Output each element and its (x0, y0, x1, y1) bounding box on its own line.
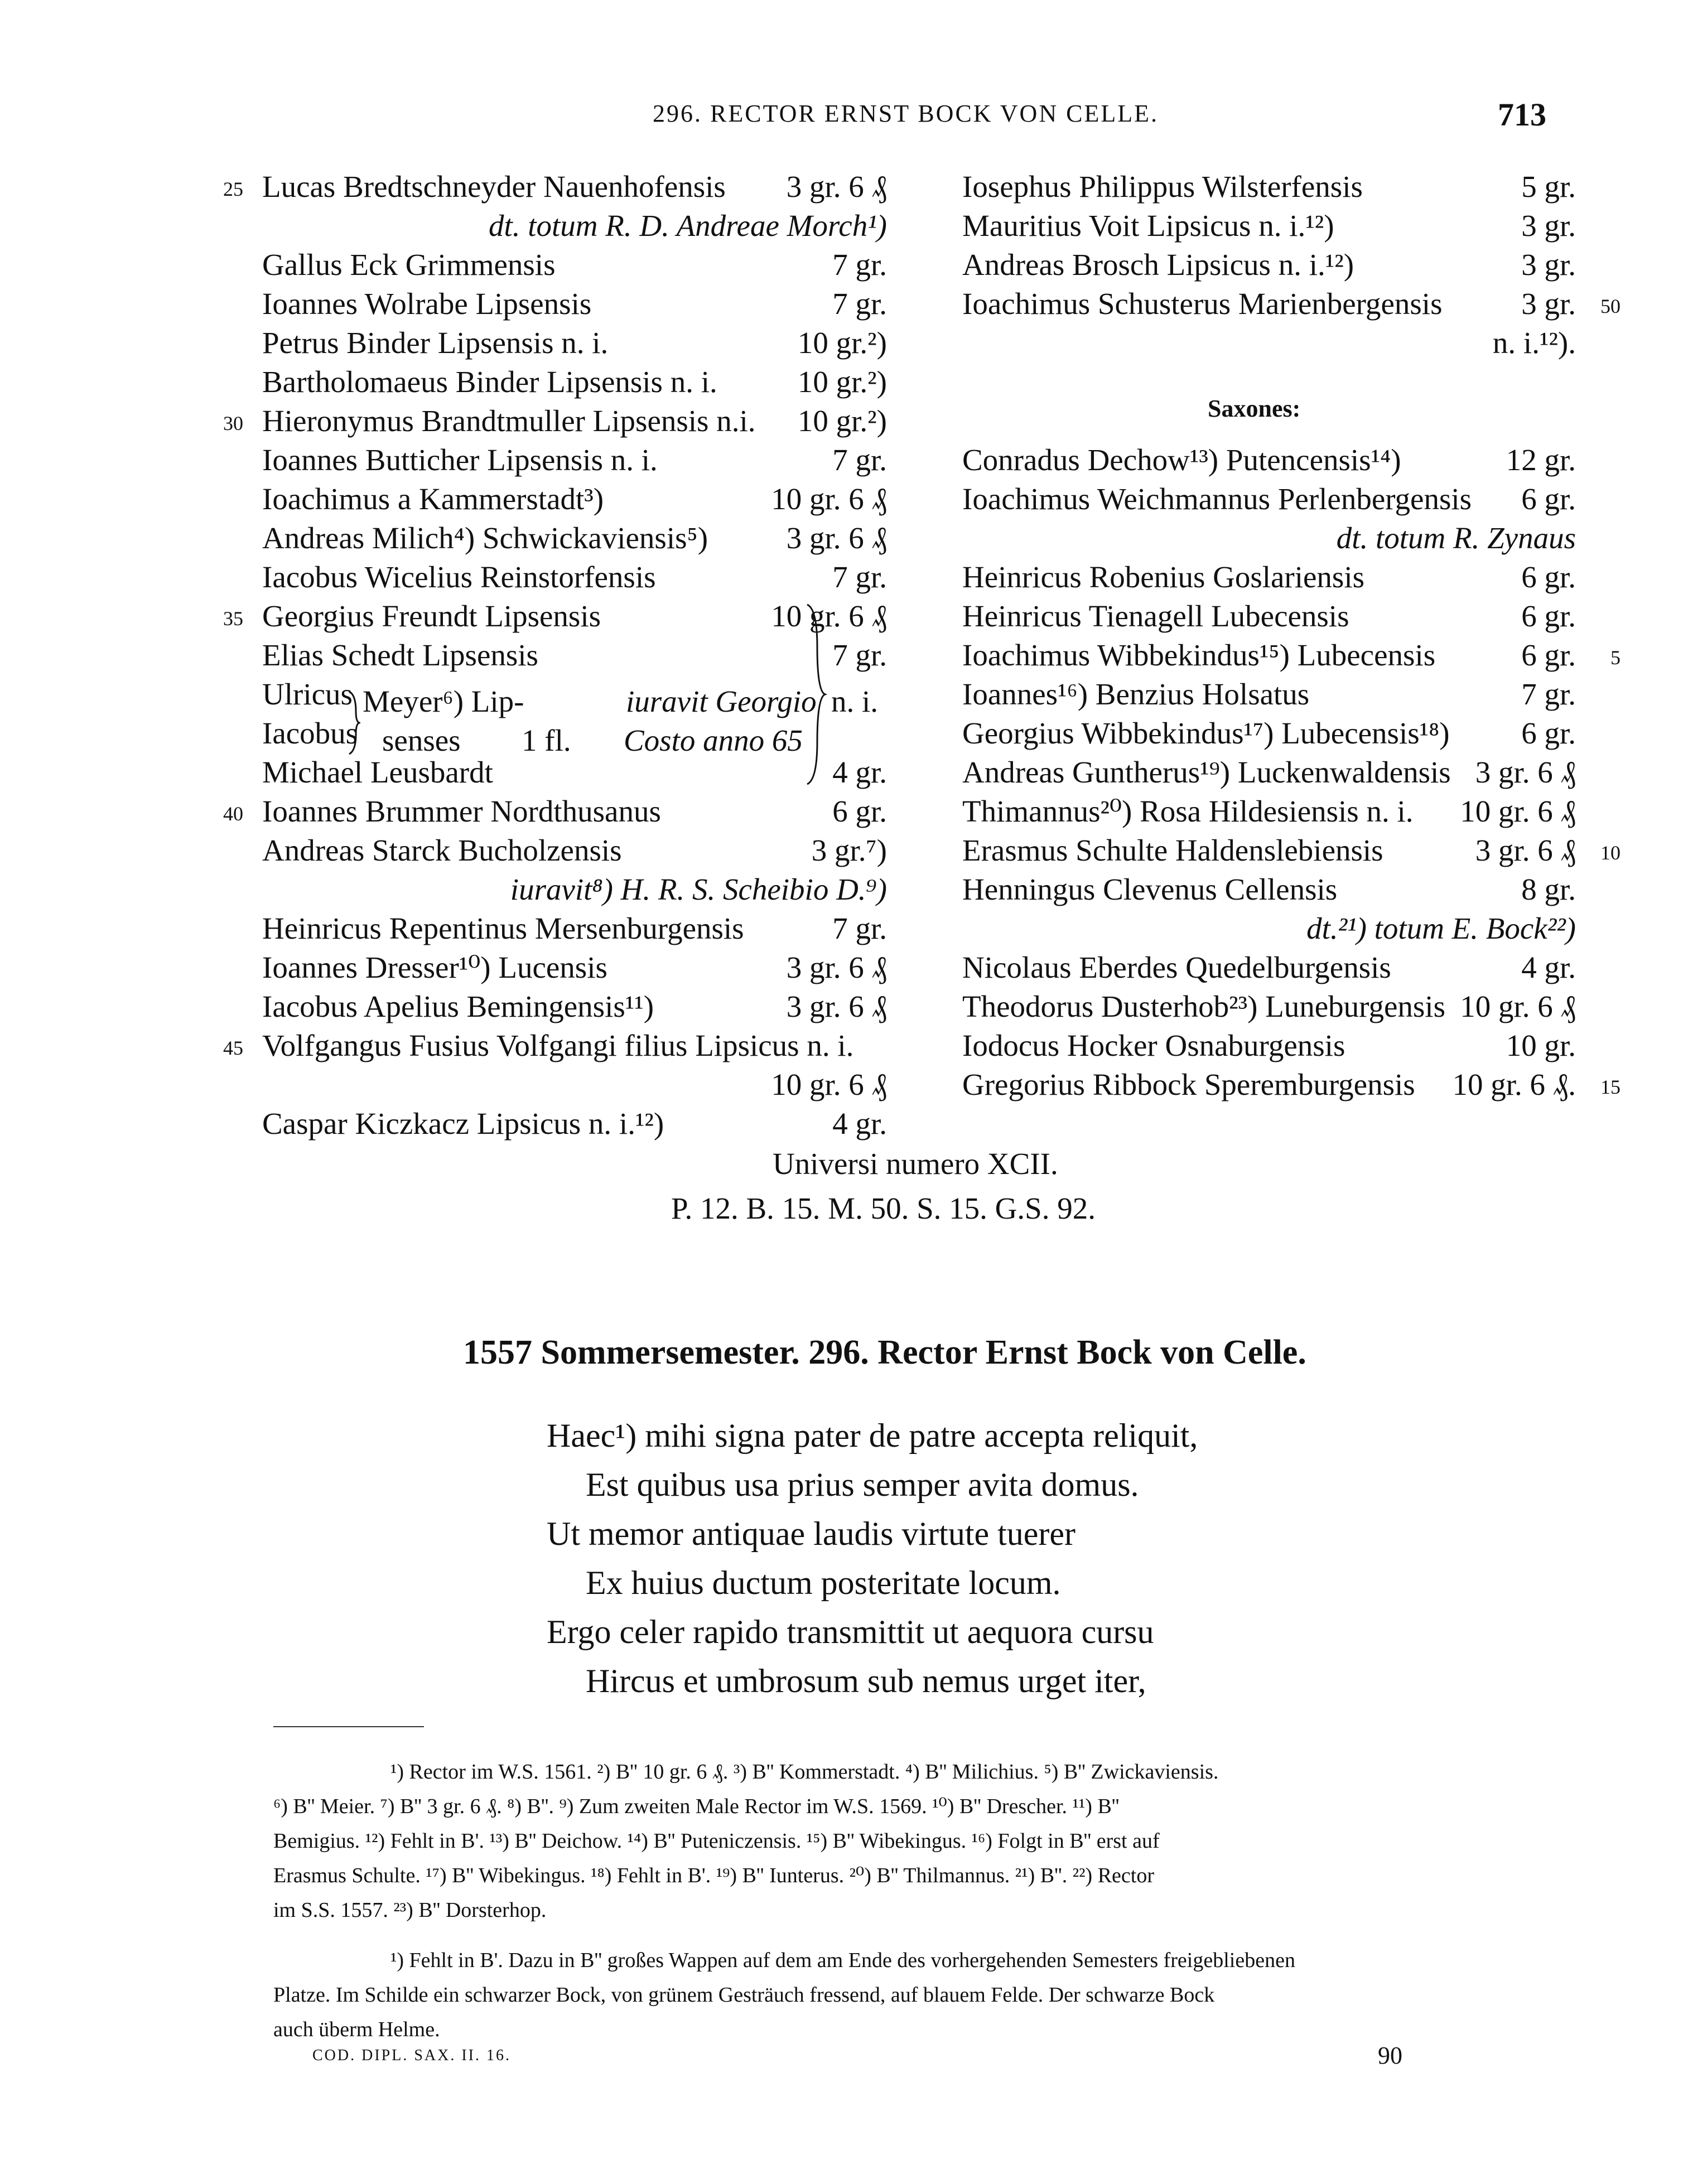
poem-line: Haec¹) mihi signa pater de patre accepta reliquit, (547, 1417, 1198, 1454)
student-name: Iacobus (262, 716, 358, 750)
fee-amount: 3 gr. 6 ₰ (786, 950, 887, 984)
fee-amount: 10 gr. 6 ₰. (1452, 1067, 1576, 1101)
footnote-line: Platze. Im Schilde ein schwarzer Bock, von grünem Gesträuch fressend, auf blauem Felde. Der schwarze Bock (273, 1983, 1215, 2007)
entry-note (962, 909, 1576, 948)
student-name: Ioannes Brummer Nordthusanus (262, 794, 661, 828)
fee-amount: 7 gr. (832, 287, 887, 321)
fee-amount: 3 gr. (1521, 209, 1576, 243)
student-name: Georgius Freundt Lipsensis (262, 599, 601, 633)
matriculation-entry (262, 441, 887, 480)
matriculation-entry (962, 284, 1621, 323)
matriculation-entry (962, 987, 1576, 1026)
nation-counts: P. 12. B. 15. M. 50. S. 15. G.S. 92. (671, 1191, 1096, 1225)
student-name: Conradus Dechow¹³) Putencensis¹⁴) (962, 443, 1401, 477)
matriculation-entry (262, 363, 887, 402)
meyer-oath-line1: iuravit Georgio (626, 684, 817, 718)
student-name: Heinricus Repentinus Mersenburgensis (262, 911, 744, 945)
fee-amount: 4 gr. (1521, 950, 1576, 984)
student-name: Andreas Guntherus¹⁹) Luckenwaldensis (962, 755, 1451, 789)
meyer-surname-cont: senses (382, 723, 461, 757)
fee-amount: 7 gr. (832, 638, 887, 672)
student-name: Andreas Starck Bucholzensis (262, 833, 622, 867)
matriculation-entry (262, 284, 887, 323)
meyer-oath-line2: Costo anno 65 (624, 723, 803, 757)
fee-amount: 10 gr. 6 ₰ (1460, 794, 1576, 828)
student-name: Heinricus Robenius Goslariensis (962, 560, 1365, 594)
student-name: Erasmus Schulte Haldenslebiensis (962, 833, 1383, 867)
matriculation-entry (962, 792, 1576, 831)
meyer-status: n. i. (831, 684, 879, 718)
matriculation-entry (262, 909, 887, 948)
footnote-line: im S.S. 1557. ²³) B'' Dorsterhop. (273, 1898, 547, 1922)
fee-amount: 10 gr.²) (797, 326, 887, 360)
matriculation-entry (223, 792, 887, 831)
student-name: Iacobus Apelius Bemingensis¹¹) (262, 989, 654, 1023)
student-name: Petrus Binder Lipsensis n. i. (262, 326, 609, 360)
running-head: 296. RECTOR ERNST BOCK VON CELLE. (653, 100, 1159, 127)
fee-amount: 3 gr.⁷) (811, 833, 887, 867)
note-text: dt. totum R. D. Andreae Morch¹) (488, 209, 887, 243)
fee-amount: 3 gr. (1521, 248, 1576, 282)
student-name: Ulricus (262, 677, 353, 711)
matriculation-entry (262, 987, 887, 1026)
line-number: 40 (223, 803, 243, 825)
fee-amount: 6 gr. (1521, 560, 1576, 594)
saxones-heading: Saxones: (1208, 395, 1301, 422)
fee-amount: 10 gr.²) (797, 365, 887, 399)
matriculation-entry (962, 167, 1576, 206)
line-number: 35 (223, 607, 243, 630)
fee-amount: 7 gr. (1521, 677, 1576, 711)
line-number: 10 (1600, 842, 1621, 864)
line-number: 15 (1600, 1076, 1621, 1098)
fee-amount: 7 gr. (832, 248, 887, 282)
note-text: dt. totum R. Zynaus (1336, 521, 1576, 555)
fee-amount: 6 gr. (1521, 482, 1576, 516)
matriculation-entry (962, 714, 1576, 753)
line-number: 45 (223, 1037, 243, 1059)
student-name: Andreas Brosch Lipsicus n. i.¹²) (962, 248, 1354, 282)
fee-amount: 6 gr. (1521, 599, 1576, 633)
matriculation-entry (262, 831, 887, 870)
sheet-number: 90 (1378, 2042, 1402, 2069)
meyer-surname: Meyer⁶) Lip- (363, 684, 524, 718)
fee-amount: 10 gr.²) (797, 404, 887, 438)
student-name: Ioannes Butticher Lipsensis n. i. (262, 443, 658, 477)
matriculation-entry (262, 1065, 887, 1104)
student-name: Ioachimus Schusterus Marienbergensis (962, 287, 1443, 321)
poem-line: Ut memor antiquae laudis virtute tuerer (547, 1515, 1076, 1552)
footnote-line: ¹) Rector im W.S. 1561. ²) B'' 10 gr. 6 ₰. ³) B'' Kommerstadt. ⁴) B'' Milichius. ⁵) B'' Zwickaviensis. (390, 1760, 1219, 1784)
student-name: Ioannes Dresser¹⁰) Lucensis (262, 950, 607, 984)
student-name: Lucas Bredtschneyder Nauenhofensis (262, 170, 726, 204)
fee-amount: 6 gr. (832, 794, 887, 828)
matriculation-entry (962, 206, 1576, 245)
section-heading: 1557 Sommersemester. 296. Rector Ernst Bock von Celle. (463, 1333, 1306, 1371)
student-name: Iodocus Hocker Osnaburgensis (962, 1028, 1345, 1062)
footnote-line: Erasmus Schulte. ¹⁷) B'' Wibekingus. ¹⁸) Fehlt in B'. ¹⁹) B'' Iunterus. ²⁰) B'' Thilmannus. ²¹) B''. ²²) Rector (273, 1864, 1155, 1887)
right-column-top (962, 167, 1621, 368)
fee-amount: 5 gr. (1521, 170, 1576, 204)
matriculation-entry (962, 597, 1576, 636)
poem-line: Ergo celer rapido transmittit ut aequora cursu (547, 1613, 1154, 1650)
matriculation-entry (962, 245, 1576, 284)
fee-amount: 10 gr. 6 ₰ (771, 1067, 887, 1101)
matriculation-entry (962, 1026, 1576, 1065)
matriculation-entry (962, 870, 1576, 909)
matriculation-entry (962, 636, 1621, 675)
large-brace (805, 602, 827, 786)
fee-amount: 8 gr. (1521, 872, 1576, 906)
signature-mark: COD. DIPL. SAX. II. 16. (312, 2047, 511, 2064)
matriculation-entry (962, 441, 1576, 480)
matriculation-entry (962, 948, 1576, 987)
matriculation-entry (262, 323, 887, 363)
fee-amount: 6 gr. (1521, 638, 1576, 672)
student-name: Gregorius Ribbock Speremburgensis (962, 1067, 1415, 1101)
note-text: dt.²¹) totum E. Bock²²) (1306, 911, 1576, 945)
matriculation-entry (962, 558, 1576, 597)
student-name: Hieronymus Brandtmuller Lipsensis n.i. (262, 404, 756, 438)
matriculation-entry (262, 753, 887, 792)
fee-amount: 4 gr. (832, 1107, 887, 1141)
matriculation-entry (262, 519, 887, 558)
student-name: Michael Leusbardt (262, 755, 493, 789)
student-name: Heinricus Tienagell Lubecensis (962, 599, 1349, 633)
footnote-line: ⁶) B'' Meier. ⁷) B'' 3 gr. 6 ₰. ⁸) B''. ⁹) Zum zweiten Male Rector im W.S. 1569. ¹⁰) B'' Drescher. ¹¹) B'' (273, 1795, 1120, 1818)
fee-amount: 3 gr. 6 ₰ (786, 989, 887, 1023)
matriculation-entry (223, 402, 887, 441)
fee-amount: 3 gr. 6 ₰ (1475, 755, 1576, 789)
student-name: Bartholomaeus Binder Lipsensis n. i. (262, 365, 717, 399)
fee-amount: 10 gr. 6 ₰ (1460, 989, 1576, 1023)
student-name: Henningus Clevenus Cellensis (962, 872, 1338, 906)
fee-amount: 3 gr. 6 ₰ (1475, 833, 1576, 867)
student-name: Ioachimus Weichmannus Perlenbergensis (962, 482, 1472, 516)
student-name: Ioachimus Wibbekindus¹⁵) Lubecensis (962, 638, 1436, 672)
student-name: Volfgangus Fusius Volfgangi filius Lipsicus n. i. (262, 1028, 854, 1062)
matriculation-entry (962, 480, 1576, 519)
matriculation-entry (262, 558, 887, 597)
line-number: 25 (223, 178, 243, 200)
fee-amount: 6 gr. (1521, 716, 1576, 750)
matriculation-entry (262, 245, 887, 284)
student-name: Gallus Eck Grimmensis (262, 248, 556, 282)
fee-amount: 7 gr. (832, 443, 887, 477)
student-name: Ioannes Wolrabe Lipsensis (262, 287, 592, 321)
student-name: Georgius Wibbekindus¹⁷) Lubecensis¹⁸) (962, 716, 1450, 750)
matriculation-entry (962, 323, 1576, 363)
matriculation-entry (262, 480, 887, 519)
student-name: Mauritius Voit Lipsicus n. i.¹²) (962, 209, 1334, 243)
fee-amount: 3 gr. 6 ₰ (786, 170, 887, 204)
footnote-line: Bemigius. ¹²) Fehlt in B'. ¹³) B'' Deichow. ¹⁴) B'' Puteniczensis. ¹⁵) B'' Wibekingus. ¹⁶) Folgt in B'' erst auf (273, 1829, 1160, 1853)
student-name: Ioachimus a Kammerstadt³) (262, 482, 604, 516)
entry-note (262, 206, 887, 245)
footnote-rule (273, 1726, 424, 1727)
matriculation-entry (962, 1065, 1621, 1104)
entry-note (962, 519, 1576, 558)
left-column (223, 167, 887, 1160)
matriculation-entry (262, 948, 887, 987)
student-name: Nicolaus Eberdes Quedelburgensis (962, 950, 1391, 984)
fee-amount: 7 gr. (832, 911, 887, 945)
line-number: 5 (1610, 646, 1621, 669)
matriculation-entry (962, 831, 1621, 870)
poem-line: Ex huius ductum posteritate locum. (586, 1564, 1061, 1601)
total-count: Universi numero XCII. (773, 1147, 1058, 1181)
fee-amount: n. i.¹²). (1492, 326, 1576, 360)
fee-amount: 10 gr. 6 ₰ (771, 599, 887, 633)
fee-amount: 3 gr. 6 ₰ (786, 521, 887, 555)
matriculation-entry (962, 675, 1576, 714)
student-name: Elias Schedt Lipsensis (262, 638, 538, 672)
student-name: Andreas Milich⁴) Schwickaviensis⁵) (262, 521, 708, 555)
entry-note (262, 870, 887, 909)
student-name: Caspar Kiczkacz Lipsicus n. i.¹²) (262, 1107, 664, 1141)
small-brace (347, 689, 360, 756)
student-name: Theodorus Dusterhob²³) Luneburgensis (962, 989, 1445, 1023)
matriculation-entry (223, 167, 887, 206)
note-text: iuravit⁸) H. R. S. Scheibio D.⁹) (510, 872, 887, 906)
fee-amount: 12 gr. (1506, 443, 1576, 477)
poem-line: Hircus et umbrosum sub nemus urget iter, (586, 1663, 1146, 1699)
matriculation-entry (223, 1026, 887, 1065)
fee-amount: 7 gr. (832, 560, 887, 594)
fee-amount: 3 gr. (1521, 287, 1576, 321)
footnote-line: auch überm Helme. (273, 2018, 440, 2041)
right-column-saxones (962, 441, 1621, 1110)
line-number: 30 (223, 412, 243, 434)
fee-amount: 10 gr. (1506, 1028, 1576, 1062)
line-number: 50 (1600, 295, 1621, 317)
matriculation-entry (262, 1104, 887, 1143)
page-number: 713 (1498, 96, 1546, 133)
student-name: Iosephus Philippus Wilsterfensis (962, 170, 1363, 204)
matriculation-entry (962, 753, 1576, 792)
student-name: Iacobus Wicelius Reinstorfensis (262, 560, 656, 594)
fee-amount: 10 gr. 6 ₰ (771, 482, 887, 516)
meyer-fee: 1 fl. (522, 723, 571, 757)
poem-line: Est quibus usa prius semper avita domus. (586, 1466, 1139, 1503)
student-name: Thimannus²⁰) Rosa Hildesiensis n. i. (962, 794, 1414, 828)
footnote-line: ¹) Fehlt in B'. Dazu in B'' großes Wappen auf dem am Ende des vorhergehenden Semesters freigebliebenen (390, 1949, 1295, 1972)
matriculation-entry (223, 597, 887, 636)
matriculation-entry (262, 636, 887, 675)
fee-amount: 4 gr. (832, 755, 887, 789)
student-name: Ioannes¹⁶) Benzius Holsatus (962, 677, 1310, 711)
